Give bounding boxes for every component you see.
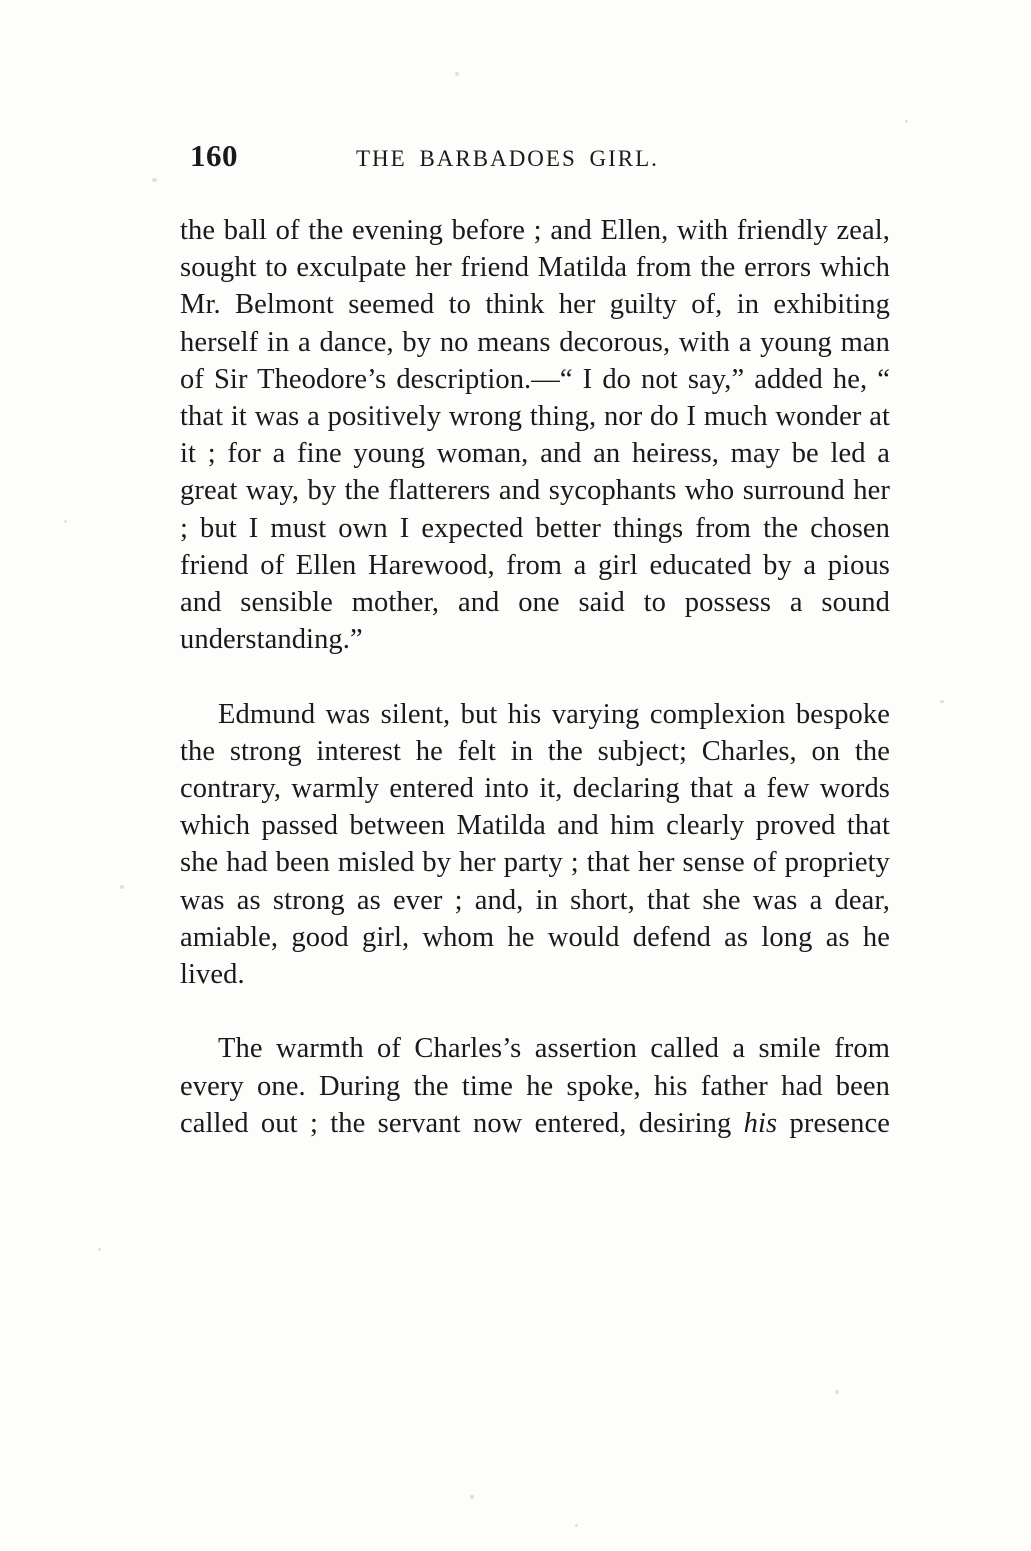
paper-speckle bbox=[940, 700, 944, 703]
italic-word: his bbox=[743, 1107, 778, 1139]
paper-speckle bbox=[64, 520, 67, 523]
running-head: THE BARBADOES GIRL. bbox=[356, 146, 659, 171]
paragraph-text-before-italic: The warmth of Charles’s assertion called a smile from every one. During the time he spoke, his father had been called out ; the servant now entered, desiring bbox=[180, 1033, 890, 1139]
paper-speckle bbox=[98, 1248, 101, 1251]
page-number: 160 bbox=[190, 138, 238, 173]
paragraph-text-after-italic: presence bbox=[777, 1107, 890, 1139]
paper-speckle bbox=[470, 1495, 474, 1499]
paper-speckle bbox=[455, 72, 459, 76]
paper-speckle bbox=[905, 120, 908, 123]
paper-speckle bbox=[120, 885, 124, 889]
paper-speckle bbox=[152, 178, 157, 182]
paper-speckle bbox=[835, 1390, 839, 1394]
paper-speckle bbox=[575, 1524, 578, 1527]
paragraph: Edmund was silent, but his varying complexion bespoke the strong interest he felt in the subject; Charles, on the contrary, warmly entered into it, declaring that a few words which passed between Matilda and him clearly proved that she had been misled by her party ; that her sense of propriety was as strong as ever ; and, in short, that she was a dear, amiable, good girl, whom he would defend as long as he lived. bbox=[180, 698, 890, 991]
paragraph bbox=[180, 1030, 890, 1179]
paragraph: the ball of the evening before ; and Ellen, with friendly zeal, sought to exculpate her friend Matilda from the errors which Mr. Belmont seemed to think her guilty of, in exhibiting herself in a dance, by no means decorous, with a young man of Sir Theodore’s description.—“ I do not say,” added he, “ that it was a positively wrong thing, nor do I much wonder at it ; for a fine young woman, and an heiress, may be led a great way, by the flatterers and sycophants who surround her ; but I must own I expected better things from the chosen friend of Ellen Harewood, from a girl educated by a pious and sensible mother, and one said to possess a sound understanding.” bbox=[180, 215, 890, 656]
page-header bbox=[160, 138, 880, 184]
body-text bbox=[180, 212, 890, 1179]
